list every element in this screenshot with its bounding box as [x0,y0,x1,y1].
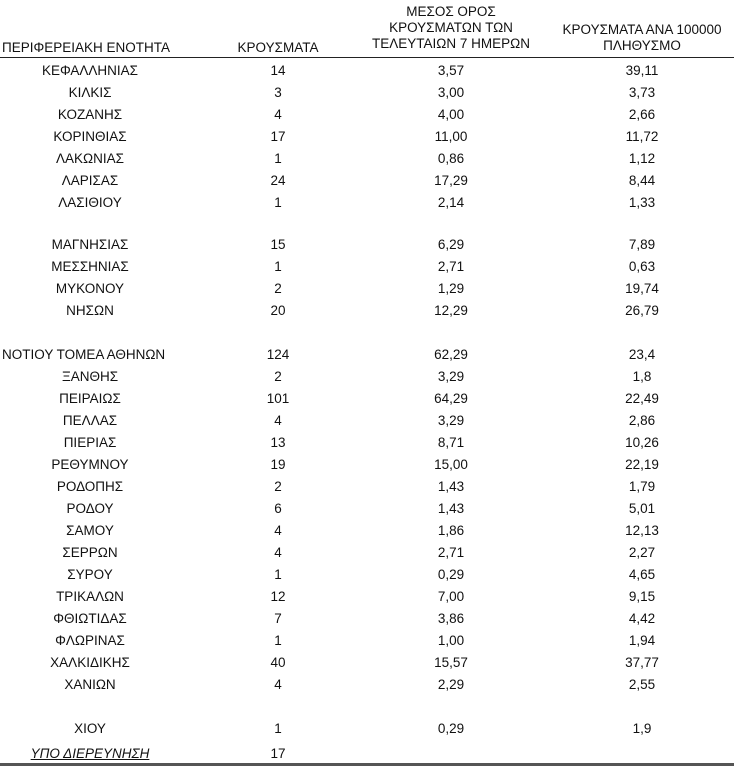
average-7-day-value: 64,29 [434,391,468,406]
cases-per-100k-value: 23,4 [628,347,656,362]
cases-value: 1 [274,633,282,648]
region-name: ΞΑΝΘΗΣ [61,369,119,384]
header-per-100k-line-1: ΚΡΟΥΣΜΑΤΑ ΑΝΑ 100000 [562,22,722,37]
table-row [0,567,734,589]
cases-value: 3 [274,85,282,100]
header-average [360,4,542,52]
table-row [0,633,734,655]
region-name: ΧΑΛΚΙΔΙΚΗΣ [50,655,130,670]
table-row [0,413,734,435]
region-name: ΡΕΘΥΜΝΟΥ [51,457,129,472]
cases-value: 2 [274,479,282,494]
region-name: ΤΡΙΚΑΛΩΝ [56,589,124,604]
average-7-day-value: 3,29 [437,369,465,384]
cases-value: 12 [270,589,286,604]
average-7-day-value: 1,43 [437,501,465,516]
region-name: ΦΘΙΩΤΙΔΑΣ [53,611,127,626]
average-7-day-value: 0,29 [437,721,465,736]
cases-per-100k-value: 0,63 [628,259,656,274]
cases-value: 4 [274,107,282,122]
region-name: ΝΗΣΩΝ [66,303,114,318]
cases-per-100k-value: 1,8 [632,369,652,384]
cases-per-100k-value: 2,66 [628,107,656,122]
table-row [0,107,734,129]
cases-value: 4 [274,523,282,538]
region-name: ΛΑΡΙΣΑΣ [61,173,119,188]
region-name: ΣΑΜΟΥ [66,523,114,538]
cases-per-100k-value: 1,12 [628,151,656,166]
average-7-day-value: 3,29 [437,413,465,428]
bottom-divider [0,763,734,766]
cases-per-100k-value: 9,15 [628,589,656,604]
average-7-day-value: 3,57 [437,63,465,78]
average-7-day-value: 2,71 [437,259,465,274]
cases-value: 14 [270,63,286,78]
cases-value: 7 [274,611,282,626]
cases-value: 15 [270,237,286,252]
cases-per-100k-value: 11,72 [625,129,659,144]
cases-value: 13 [270,435,286,450]
cases-per-100k-value: 1,9 [632,721,652,736]
table-row [0,85,734,107]
average-7-day-value: 2,14 [437,195,465,210]
region-name: ΠΕΛΛΑΣ [62,413,118,428]
average-7-day-value: 1,43 [437,479,465,494]
average-7-day-value: 2,29 [437,677,465,692]
header-average-line-1: ΜΕΣΟΣ ΟΡΟΣ [406,4,496,19]
table-row [0,479,734,501]
table-row [0,589,734,611]
average-7-day-value: 3,86 [437,611,465,626]
region-name: ΜΕΣΣΗΝΙΑΣ [51,259,129,274]
cases-per-100k-value: 12,13 [625,523,659,538]
region-name: ΚΟΡΙΝΘΙΑΣ [53,129,127,144]
region-name: ΚΕΦΑΛΛΗΝΙΑΣ [41,63,139,78]
header-region [2,40,187,56]
cases-per-100k-value: 19,74 [625,281,659,296]
average-7-day-value: 12,29 [434,303,468,318]
average-7-day-value: 15,00 [434,457,468,472]
header-per-100k-line-2: ΠΛΗΘΥΣΜΟ [603,38,681,53]
table-row [0,457,734,479]
average-7-day-value: 11,00 [434,129,468,144]
table-row [0,195,734,217]
region-name: ΜΑΓΝΗΣΙΑΣ [51,237,129,252]
average-7-day-value: 2,71 [437,545,465,560]
cases-value: 2 [274,369,282,384]
table-row [0,237,734,259]
cases-value: 24 [270,173,286,188]
header-cases [223,40,333,56]
cases-value: 40 [270,655,286,670]
cases-per-100k-value: 4,42 [628,611,656,626]
table-row [0,369,734,391]
cases-value: 4 [274,413,282,428]
region-name: ΡΟΔΟΠΗΣ [56,479,124,494]
cases-per-100k-value: 22,19 [625,457,659,472]
region-name: ΡΟΔΟΥ [66,501,114,516]
cases-per-100k-value: 37,77 [625,655,659,670]
cases-value: 1 [274,721,282,736]
header-divider [0,57,734,58]
table-row [0,303,734,325]
table-row [0,63,734,85]
average-7-day-value: 15,57 [434,655,468,670]
average-7-day-value: 6,29 [437,237,465,252]
region-name: ΠΙΕΡΙΑΣ [63,435,117,450]
region-name: ΜΥΚΟΝΟΥ [55,281,125,296]
region-name: ΦΛΩΡΙΝΑΣ [55,633,125,648]
cases-value: 1 [274,151,282,166]
cases-value: 1 [274,195,282,210]
region-name: ΚΙΛΚΙΣ [68,85,112,100]
average-7-day-value: 4,00 [437,107,465,122]
header-cases-label: ΚΡΟΥΣΜΑΤΑ [237,40,319,55]
average-7-day-value: 17,29 [434,173,468,188]
cases-per-100k-value: 4,65 [628,567,656,582]
region-name: ΠΕΙΡΑΙΩΣ [59,391,121,406]
table-row [0,611,734,633]
cases-per-100k-value: 8,44 [628,173,656,188]
cases-value: 20 [270,303,286,318]
cases-value: 1 [274,259,282,274]
table-row [0,721,734,743]
region-name: ΣΕΡΡΩΝ [62,545,118,560]
table-row [0,129,734,151]
average-7-day-value: 1,00 [437,633,465,648]
average-7-day-value: 3,00 [437,85,465,100]
cases-per-100k-value: 3,73 [628,85,656,100]
cases-value: 124 [266,347,290,362]
region-name: ΛΑΣΙΘΙΟΥ [58,195,122,210]
average-7-day-value: 62,29 [434,347,468,362]
cases-per-100k-value: 10,26 [625,435,659,450]
table-row [0,259,734,281]
table-row [0,655,734,677]
table-row [0,501,734,523]
table-row [0,677,734,699]
cases-per-100k-value: 7,89 [628,237,656,252]
cases-per-100k-value: 39,11 [625,63,659,78]
table-row [0,391,734,413]
table-row [0,281,734,303]
region-name: ΛΑΚΩΝΙΑΣ [56,151,124,166]
table-row [0,545,734,567]
region-name: ΧΑΝΙΩΝ [64,677,116,692]
region-name: ΧΙΟΥ [74,721,106,736]
cases-value: 4 [274,677,282,692]
cases-value: 2 [274,281,282,296]
table-row [0,523,734,545]
cases-per-100k-value: 1,94 [628,633,656,648]
header-per-100k [550,22,734,54]
average-7-day-value: 8,71 [437,435,465,450]
region-name: ΣΥΡΟΥ [67,567,113,582]
under-investigation-cases: 17 [270,746,286,761]
header-average-line-3: ΤΕΛΕΥΤΑΙΩΝ 7 ΗΜΕΡΩΝ [372,36,530,51]
header-average-line-2: ΚΡΟΥΣΜΑΤΩΝ ΤΩΝ [389,20,513,35]
cases-value: 17 [270,129,286,144]
cases-per-100k-value: 22,49 [625,391,659,406]
under-investigation-label: ΥΠΟ ΔΙΕΡΕΥΝΗΣΗ [30,746,150,761]
average-7-day-value: 7,00 [437,589,465,604]
cases-value: 6 [274,501,282,516]
region-name: ΚΟΖΑΝΗΣ [57,107,123,122]
average-7-day-value: 1,86 [437,523,465,538]
cases-value: 101 [266,391,290,406]
cases-per-100k-value: 2,55 [628,677,656,692]
table-row [0,173,734,195]
cases-per-100k-value: 1,79 [628,479,656,494]
average-7-day-value: 0,29 [437,567,465,582]
table-row [0,151,734,173]
cases-per-100k-value: 5,01 [628,501,656,516]
cases-per-100k-value: 26,79 [625,303,659,318]
cases-value: 19 [270,457,286,472]
cases-per-100k-value: 2,27 [628,545,656,560]
cases-per-100k-value: 2,86 [628,413,656,428]
cases-value: 4 [274,545,282,560]
average-7-day-value: 1,29 [437,281,465,296]
table-row [0,435,734,457]
header-region-label: ΠΕΡΙΦΕΡΕΙΑΚΗ ΕΝΟΤΗΤΑ [2,40,171,55]
cases-value: 1 [274,567,282,582]
average-7-day-value: 0,86 [437,151,465,166]
cases-per-100k-value: 1,33 [628,195,656,210]
table-row [0,347,734,369]
region-name: ΝΟΤΙΟΥ ΤΟΜΕΑ ΑΘΗΝΩΝ [2,347,166,362]
